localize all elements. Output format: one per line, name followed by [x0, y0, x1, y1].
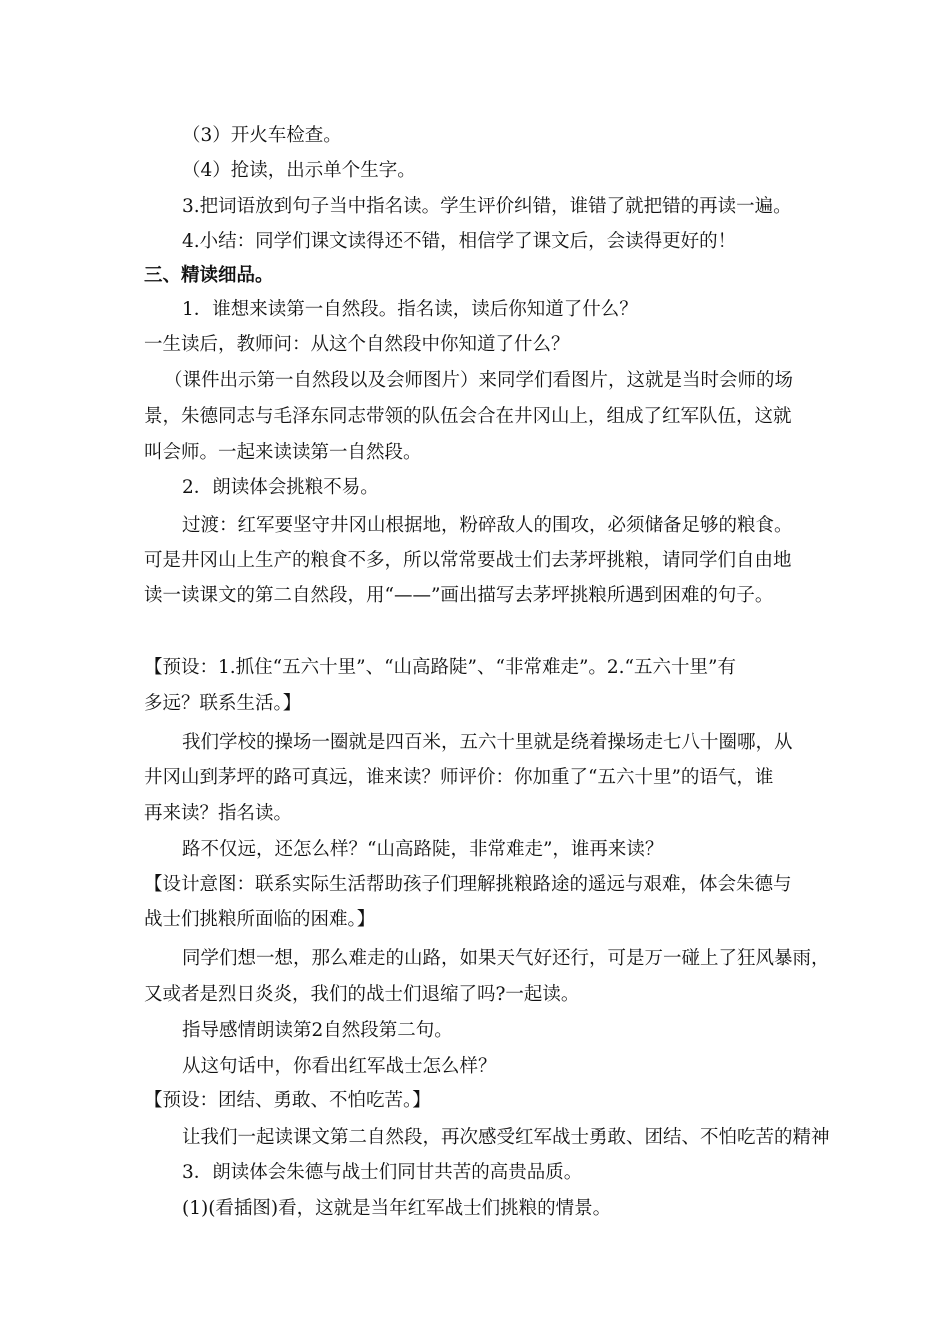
text-line: 路不仅远，还怎么样？“山高路陡，非常难走”，谁再来读？ [182, 839, 664, 860]
text-line: 【设计意图：联系实际生活帮助孩子们理解挑粮路途的遥远与艰难，体会朱德与 [144, 874, 792, 895]
text-line: 读一读课文的第二自然段，用“——”画出描写去茅坪挑粮所遇到困难的句子。 [144, 585, 774, 606]
text-line: 多远？联系生活。】 [144, 693, 302, 714]
text-line: 同学们想一想，那么难走的山路，如果天气好还行，可是万一碰上了狂风暴雨， [182, 948, 830, 969]
text-line: 我们学校的操场一圈就是四百米，五六十里就是绕着操场走七八十圈哪，从 [182, 732, 793, 753]
text-line: (1)(看插图)看，这就是当年红军战士们挑粮的情景。 [182, 1198, 612, 1219]
text-line: 可是井冈山上生产的粮食不多，所以常常要战士们去茅坪挑粮，请同学们自由地 [144, 550, 792, 571]
text-line: 叫会师。一起来读读第一自然段。 [144, 442, 422, 463]
text-line: 让我们一起读课文第二自然段，再次感受红军战士勇敢、团结、不怕吃苦的精神 [182, 1127, 830, 1148]
text-line: 再来读？指名读。 [144, 803, 293, 824]
text-line: 从这句话中，你看出红军战士怎么样？ [182, 1056, 497, 1077]
text-line: 3.把词语放到句子当中指名读。学生评价纠错，谁错了就把错的再读一遍。 [182, 196, 792, 217]
text-line: （4）抢读，出示单个生字。 [182, 160, 416, 181]
text-line: 2．朗读体会挑粮不易。 [182, 477, 379, 498]
text-line: 景，朱德同志与毛泽东同志带领的队伍会合在井冈山上，组成了红军队伍，这就 [144, 406, 792, 427]
text-line: （3）开火车检查。 [182, 125, 342, 146]
text-line: 指导感情朗读第2自然段第二句。 [182, 1020, 453, 1041]
text-line: 4.小结：同学们课文读得还不错，相信学了课文后，会读得更好的！ [182, 231, 737, 252]
text-line: 过渡：红军要坚守井冈山根据地，粉碎敌人的围攻，必须储备足够的粮食。 [182, 515, 793, 536]
section-heading: 三、精读细品。 [144, 265, 274, 286]
text-line: 一生读后，教师问：从这个自然段中你知道了什么？ [144, 334, 570, 355]
text-line: 战士们挑粮所面临的困难。】 [144, 909, 376, 930]
text-line: 【预设：1.抓住“五六十里”、“山高路陡”、“非常难走”。2.“五六十里”有 [144, 657, 736, 678]
text-line: 又或者是烈日炎炎，我们的战士们退缩了吗?一起读。 [144, 984, 580, 1005]
text-line: 井冈山到茅坪的路可真远，谁来读？师评价：你加重了“五六十里”的语气，谁 [144, 767, 774, 788]
text-line: 【预设：团结、勇敢、不怕吃苦。】 [144, 1090, 431, 1111]
text-line: （课件出示第一自然段以及会师图片）来同学们看图片，这就是当时会师的场 [164, 370, 794, 391]
text-line: 1．谁想来读第一自然段。指名读，读后你知道了什么？ [182, 299, 638, 320]
text-line: 3．朗读体会朱德与战士们同甘共苦的高贵品质。 [182, 1162, 583, 1183]
